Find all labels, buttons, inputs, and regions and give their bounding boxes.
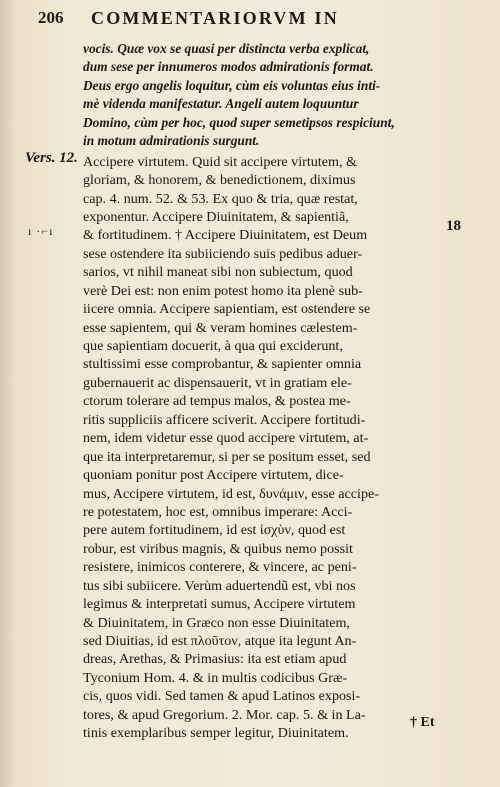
text-line: nem, idem videtur esse quod accipere virtutem, at- bbox=[83, 430, 369, 447]
text-line: gloriam, & honorem, & benedictionem, diximus bbox=[83, 172, 356, 189]
text-line: legimus & interpretati sumus, Accipere virtutem bbox=[83, 596, 356, 613]
marginal-number: 18 bbox=[446, 218, 461, 234]
text-line: iicere omnia. Accipere sapientiam, est ostendere se bbox=[83, 301, 371, 318]
text-line: tus sibi subiicere. Verùm aduertendũ est, vbi nos bbox=[83, 577, 356, 594]
text-line: & fortitudinem. † Accipere Diuinitatem, est Deum bbox=[83, 227, 368, 244]
running-title: COMMENTARIORVM IN bbox=[91, 8, 339, 28]
text-line: esse sapientem, qui & veram homines cælestem- bbox=[83, 319, 358, 336]
main-paragraph bbox=[83, 153, 439, 743]
text-line: cap. 4. num. 52. & 53. Ex quo & tria, quæ restat, bbox=[83, 190, 358, 207]
text-line: que sapientiam docuerit, à qua qui exciderunt, bbox=[83, 338, 343, 354]
text-line: gubernauerit ac dispensauerit, vt in gratiam ele- bbox=[83, 374, 352, 391]
text-line: vocis. Quæ vox se quasi per distincta verba explicat, bbox=[83, 41, 370, 56]
text-line: quoniam ponitur post Accipere virtutem, dice- bbox=[83, 467, 344, 484]
text-line: sarios, vt nihil maneat sibi non subiectum, quod bbox=[83, 264, 353, 281]
text-line: sed Diuitias, id est πλοῦτον, atque ita legunt An- bbox=[83, 633, 357, 649]
text-line: ctorum tolerare ad tempus malos, & postea me- bbox=[83, 393, 351, 410]
text-line: ritis suppliciis afficere sciverit. Accipere fortitudi- bbox=[83, 411, 366, 428]
text-line: sese ostendere ita subiiciendo suis pedibus aduer- bbox=[83, 245, 363, 262]
text-line: verè Dei est: non enim potest homo ita plenè sub- bbox=[83, 282, 363, 299]
intro-paragraph bbox=[83, 40, 439, 151]
text-line: re potestatem, hoc est, omnibus imperare: Acci- bbox=[83, 503, 353, 520]
gutter-shadow bbox=[0, 0, 16, 787]
text-line: Deus ergo angelis loquitur, cùm eis voluntas eius inti- bbox=[83, 77, 381, 93]
body-text bbox=[83, 40, 439, 743]
text-line: in motum admirationis surgunt. bbox=[83, 133, 260, 149]
text-line: mè videnda manifestatur. Angeli autem loquuntur bbox=[83, 96, 359, 112]
text-line: Domino, cùm per hoc, quod super semetipsos respiciunt, bbox=[83, 114, 395, 130]
catchword: † Et bbox=[410, 715, 435, 730]
text-line: Accipere virtutem. Quid sit accipere virtutem, & bbox=[83, 153, 357, 170]
marginal-mark: ı ·⌐ı bbox=[28, 224, 54, 238]
text-line: robur, est viribus magnis, & quibus nemo possit bbox=[83, 540, 353, 557]
text-line: cis, quos vidi. Sed tamen & apud Latinos exposi- bbox=[83, 688, 361, 705]
text-line: resistere, inimicos conterere, & vincere, ac peni- bbox=[83, 559, 357, 576]
text-line: tinis exemplaribus semper legitur, Diuinitatem. bbox=[83, 725, 349, 742]
text-line: stultissimi esse comprobantur, & sapienter omnia bbox=[83, 356, 362, 373]
page-number: 206 bbox=[38, 8, 64, 27]
text-line: pere autem fortitudinem, id est ἰσχὺν, quod est bbox=[83, 522, 346, 539]
text-line: & Diuinitatem, in Græco non esse Diuinitatem, bbox=[83, 614, 350, 631]
running-head bbox=[38, 6, 478, 32]
text-line: dum sese per innumeros modos admirationis format. bbox=[83, 59, 374, 75]
verse-marker: Vers. 12. bbox=[25, 150, 78, 166]
text-line: Tyconium Hom. 4. & in multis codicibus Græ- bbox=[83, 669, 348, 686]
text-line: que ita interpretaremur, si per se positum esset, sed bbox=[83, 448, 371, 465]
text-line: tores, & apud Gregorium. 2. Mor. cap. 5. & in La- bbox=[83, 706, 366, 723]
text-line: mus, Accipere virtutem, id est, δυνάμιν, esse accipe- bbox=[83, 485, 379, 502]
text-line: exponentur. Accipere Diuinitatem, & sapientiã, bbox=[83, 208, 349, 225]
text-line: dreas, Arethas, & Primasius: ita est etiam apud bbox=[83, 651, 347, 668]
